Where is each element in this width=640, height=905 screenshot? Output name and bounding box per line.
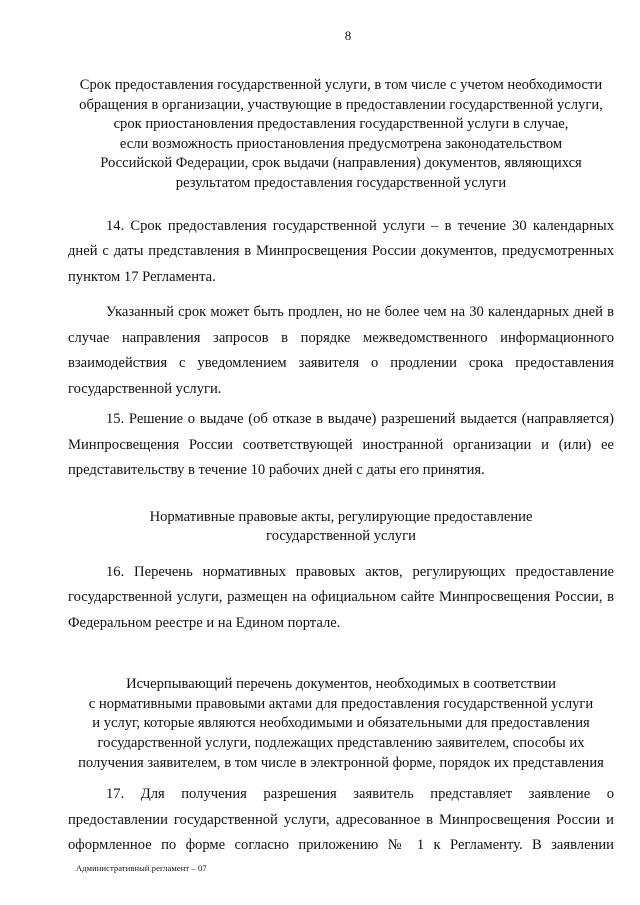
footer-label: Административный регламент – 07 — [76, 863, 207, 873]
heading-line: Срок предоставления государственной услуги, в том числе с учетом необходимости — [79, 77, 603, 93]
paragraph-15: 15. Решение о выдаче (об отказе в выдаче) разрешений выдается (направляется) Минпросвещения России соответствующей иностранной организации и (или) ее представительству в течение 10 рабочих дней с даты его принятия. — [68, 411, 614, 479]
paragraph-14: 14. Срок предоставления государственной услуги – в течение 30 календарных дней с даты представления в Минпросвещения России документов, предусмотренных пунктом 17 Регламента. — [68, 217, 614, 285]
section-heading-term — [68, 76, 614, 194]
heading-line: Исчерпывающий перечень документов, необходимых в соответствии — [126, 676, 556, 693]
heading-line: получения заявителем, в том числе в электронной форме, порядок их представления — [78, 754, 604, 771]
heading-line: если возможность приостановления предусмотрена законодательством — [119, 135, 563, 152]
section-heading-documents — [68, 675, 614, 773]
heading-line: государственной услуги — [266, 528, 416, 545]
paragraph-16: 16. Перечень нормативных правовых актов, регулирующих предоставление государственной услуги, размещен на официальном сайте Минпросвещения России, в Федеральном реестре и на Едином портале. — [68, 563, 614, 631]
paragraph-14-extension: Указанный срок может быть продлен, но не более чем на 30 календарных дней в случае направления запросов в порядке межведомственного информационного взаимодействия с уведомлением заявителя о продлении срока предоставления государственной услуги. — [68, 304, 614, 397]
heading-line: Нормативные правовые акты, регулирующие предоставление — [149, 508, 533, 525]
heading-line: с нормативными правовыми актами для предоставления государственной услуги — [88, 695, 594, 712]
heading-line: и услуг, которые являются необходимыми и обязательными для предоставления — [92, 715, 590, 732]
heading-line: Российской Федерации, срок выдачи (направления) документов, являющихся — [100, 155, 582, 172]
heading-line: срок приостановления предоставления государственной услуги в случае, — [113, 116, 569, 133]
page-number: 8 — [344, 28, 352, 43]
paragraph-17: 17. Для получения разрешения заявитель представляет заявление о предоставлении государственной услуги, адресованное в Минпросвещения России и оформленное по форме согласно приложению № 1 к Регламенту. В заявлении — [68, 786, 614, 854]
section-heading-legal-acts — [68, 508, 614, 547]
heading-line: результатом предоставления государственной услуги — [175, 174, 507, 191]
heading-line: государственной услуги, подлежащих представлению заявителем, способы их — [97, 735, 585, 752]
heading-line: обращения в организации, участвующие в предоставлении государственной услуги, — [79, 96, 603, 113]
